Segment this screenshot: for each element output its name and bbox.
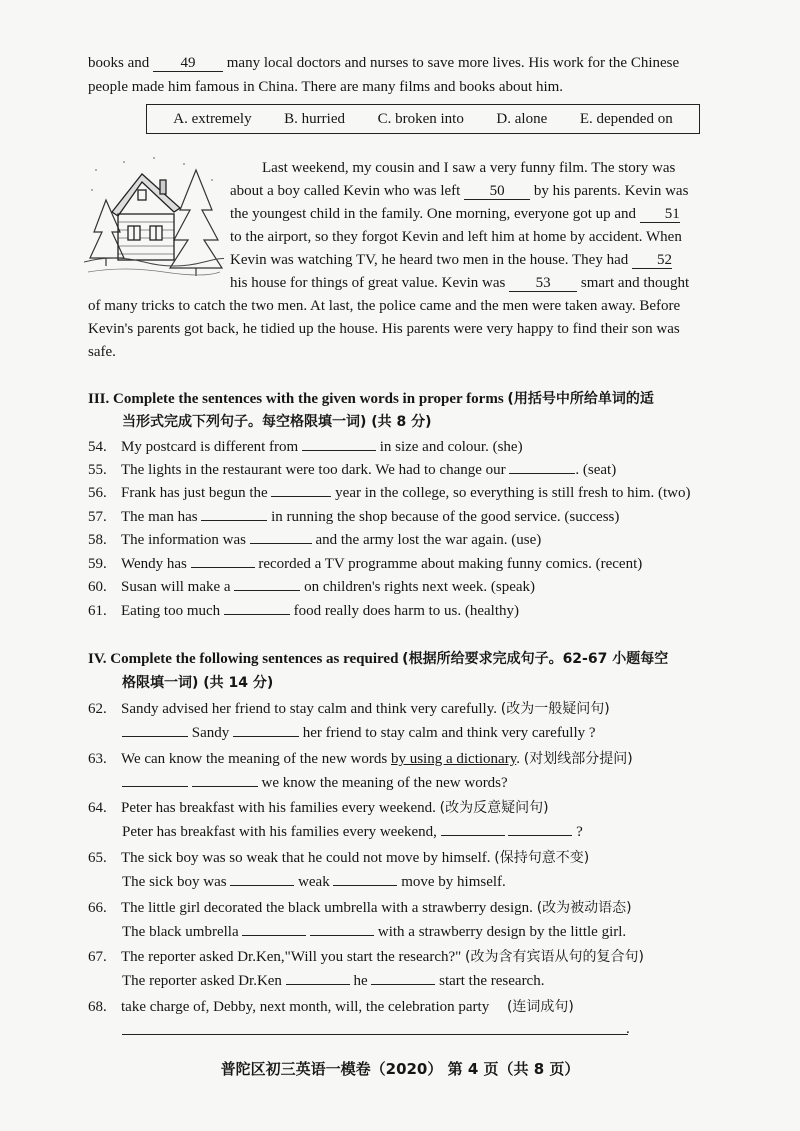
answer-line-67 [122, 970, 544, 992]
story-line [230, 180, 688, 202]
answer-blank[interactable] [286, 984, 350, 985]
question-54 [88, 436, 523, 458]
section-4-heading-cont [122, 672, 273, 694]
paragraph-line: people made him famous in China. There are many films and books about him. [88, 79, 564, 95]
underlined-phrase: by using a dictionary [390, 751, 517, 767]
text: The sick boy was so weak that he could not move by himself. [121, 850, 491, 866]
question-63 [88, 748, 633, 770]
text: Susan will make a [121, 579, 231, 595]
word-options-box [146, 104, 700, 134]
blank-52: 52 [632, 252, 672, 269]
text: The information was [121, 532, 246, 548]
question-62 [88, 698, 610, 720]
story-line: safe. [88, 344, 116, 360]
text: Kevin was watching TV, he heard two men in the house. They had [230, 252, 629, 268]
question-59 [88, 553, 642, 575]
blank-51: 51 [640, 206, 680, 223]
text: take charge of, Debby, next month, will, the celebration party [121, 999, 490, 1015]
instruction-cn: (保持句意不变) [494, 850, 590, 866]
text: with a strawberry design by the little girl. [377, 924, 627, 940]
text: smart and thought [580, 275, 690, 291]
story-line: Kevin's parents got back, he tidied up the house. His parents were very happy to find their son was [88, 321, 680, 337]
instruction-cn: (对划线部分提问) [523, 751, 633, 767]
heading-text-cn: (用括号中所给单词的适 [507, 391, 654, 407]
page-footer [0, 1058, 800, 1079]
answer-blank[interactable] [371, 984, 435, 985]
story-line: of many tricks to catch the two men. At last, the police came and the men were taken away. Before [88, 298, 681, 314]
text: Frank has just begun the [121, 485, 268, 501]
footer-text: 普陀区初三英语一模卷（2020） 第 4 页（共 8 页） [220, 1060, 580, 1078]
option-e: E. depended on [579, 110, 673, 127]
answer-blank[interactable] [192, 786, 258, 787]
text: by his parents. Kevin was [533, 183, 689, 199]
question-66 [88, 897, 632, 919]
instruction-cn: (连词成句) [506, 999, 574, 1015]
text: food really does harm to us. (healthy) [293, 603, 520, 619]
text: . (seat) [575, 462, 617, 478]
question-number: 60. [88, 579, 107, 595]
question-number: 55. [88, 462, 107, 478]
text: Sandy [191, 725, 230, 741]
text: recorded a TV programme about making funny comics. (recent) [258, 556, 643, 572]
question-number: 63. [88, 751, 107, 767]
text: Wendy has [121, 556, 187, 572]
question-58 [88, 529, 541, 551]
answer-blank[interactable] [509, 473, 575, 474]
section-4-heading [88, 648, 668, 670]
text: in running the shop because of the good service. (success) [271, 509, 620, 525]
text: . [516, 751, 520, 767]
answer-blank[interactable] [122, 786, 188, 787]
heading-text-cn: 格限填一词) (共 14 分) [122, 675, 274, 691]
answer-line-63 [122, 772, 508, 794]
text: The little girl decorated the black umbrella with a strawberry design. [121, 900, 533, 916]
text: move by himself. [401, 874, 506, 890]
heading-text-cn: (根据所给要求完成句子。62-67 小题每空 [402, 651, 669, 667]
text: We can know the meaning of the new words [121, 751, 388, 767]
instruction-cn: (改为被动语态) [536, 900, 632, 916]
answer-blank[interactable] [201, 520, 267, 521]
text: The man has [121, 509, 198, 525]
heading-text: IV. Complete the following sentences as required [88, 651, 399, 667]
text: about a boy called Kevin who was left [230, 183, 461, 199]
question-number: 59. [88, 556, 107, 572]
end-mark: . [626, 1021, 630, 1037]
blank-49: 49 [153, 55, 223, 72]
text: her friend to stay calm and think very carefully ? [302, 725, 596, 741]
answer-line-66 [122, 921, 626, 943]
question-56 [88, 482, 691, 504]
text: on children's rights next week. (speak) [304, 579, 536, 595]
text: year in the college, so everything is still fresh to him. (two) [335, 485, 691, 501]
option-d: D. alone [496, 110, 548, 127]
text: weak [298, 874, 330, 890]
question-65 [88, 847, 589, 869]
instruction-cn: (改为反意疑问句) [439, 800, 549, 816]
question-60 [88, 576, 535, 598]
question-57 [88, 506, 619, 528]
text: and the army lost the war again. (use) [315, 532, 542, 548]
text: The reporter asked Dr.Ken [122, 973, 282, 989]
instruction-cn: (改为一般疑问句) [500, 701, 610, 717]
question-68 [88, 996, 574, 1018]
option-a: A. extremely [173, 110, 252, 127]
text: The lights in the restaurant were too dark. We had to change our [121, 462, 506, 478]
answer-blank[interactable] [271, 496, 331, 497]
question-number: 66. [88, 900, 107, 916]
story-line [230, 272, 689, 294]
text: ? [576, 824, 583, 840]
question-number: 61. [88, 603, 107, 619]
text: we know the meaning of the new words? [261, 775, 508, 791]
answer-blank[interactable] [191, 567, 255, 568]
house-illustration-icon [84, 150, 224, 282]
text: in size and colour. (she) [379, 439, 523, 455]
story-line: to the airport, so they forgot Kevin and left him at home by accident. When [230, 229, 682, 245]
text: The reporter asked Dr.Ken,"Will you start the research?" [121, 949, 462, 965]
answer-blank[interactable] [122, 736, 188, 737]
answer-blank[interactable] [230, 885, 294, 886]
question-number: 54. [88, 439, 107, 455]
answer-blank[interactable] [310, 935, 374, 936]
story-line [230, 203, 680, 225]
answer-line-64 [122, 821, 583, 843]
heading-text-cn: 当形式完成下列句子。每空格限填一词) (共 8 分) [122, 414, 432, 430]
blank-50: 50 [464, 183, 530, 200]
section-3-heading-cont [122, 411, 432, 433]
question-61 [88, 600, 519, 622]
question-number: 58. [88, 532, 107, 548]
answer-blank[interactable] [233, 736, 299, 737]
question-number: 57. [88, 509, 107, 525]
answer-blank[interactable] [224, 614, 290, 615]
text: he [353, 973, 368, 989]
blank-53: 53 [509, 275, 577, 292]
text: the youngest child in the family. One morning, everyone got up and [230, 206, 637, 222]
answer-blank[interactable] [234, 590, 300, 591]
question-67 [88, 946, 644, 968]
paragraph-line [88, 52, 679, 74]
answer-blank[interactable] [333, 885, 397, 886]
answer-blank[interactable] [508, 835, 572, 836]
option-b: B. hurried [284, 110, 345, 127]
text: his house for things of great value. Kevin was [230, 275, 506, 291]
answer-line-68[interactable] [122, 1034, 628, 1035]
answer-blank[interactable] [250, 543, 312, 544]
answer-blank[interactable] [441, 835, 505, 836]
text: The black umbrella [122, 924, 239, 940]
text: My postcard is different from [121, 439, 299, 455]
heading-text: III. Complete the sentences with the given words in proper forms [88, 391, 504, 407]
text: start the research. [439, 973, 545, 989]
instruction-cn: (改为含有宾语从句的复合句) [465, 949, 644, 965]
answer-line-62 [122, 722, 596, 744]
text: Eating too much [121, 603, 221, 619]
question-number: 56. [88, 485, 107, 501]
text: The sick boy was [122, 874, 227, 890]
question-55 [88, 459, 616, 481]
question-number: 62. [88, 701, 107, 717]
answer-blank[interactable] [242, 935, 306, 936]
text: Sandy advised her friend to stay calm and think very carefully. [121, 701, 497, 717]
answer-line-65 [122, 871, 506, 893]
text: Peter has breakfast with his families every weekend. [121, 800, 436, 816]
text: many local doctors and nurses to save more lives. His work for the Chinese [226, 55, 680, 71]
question-64 [88, 797, 549, 819]
question-number: 67. [88, 949, 107, 965]
answer-blank[interactable] [302, 450, 376, 451]
text: books and [88, 55, 150, 71]
story-line [230, 249, 672, 271]
question-number: 65. [88, 850, 107, 866]
story-line: Last weekend, my cousin and I saw a very funny film. The story was [262, 160, 676, 176]
section-3-heading [88, 388, 654, 410]
text: Peter has breakfast with his families every weekend, [122, 824, 437, 840]
option-c: C. broken into [377, 110, 464, 127]
question-number: 68. [88, 999, 107, 1015]
question-number: 64. [88, 800, 107, 816]
